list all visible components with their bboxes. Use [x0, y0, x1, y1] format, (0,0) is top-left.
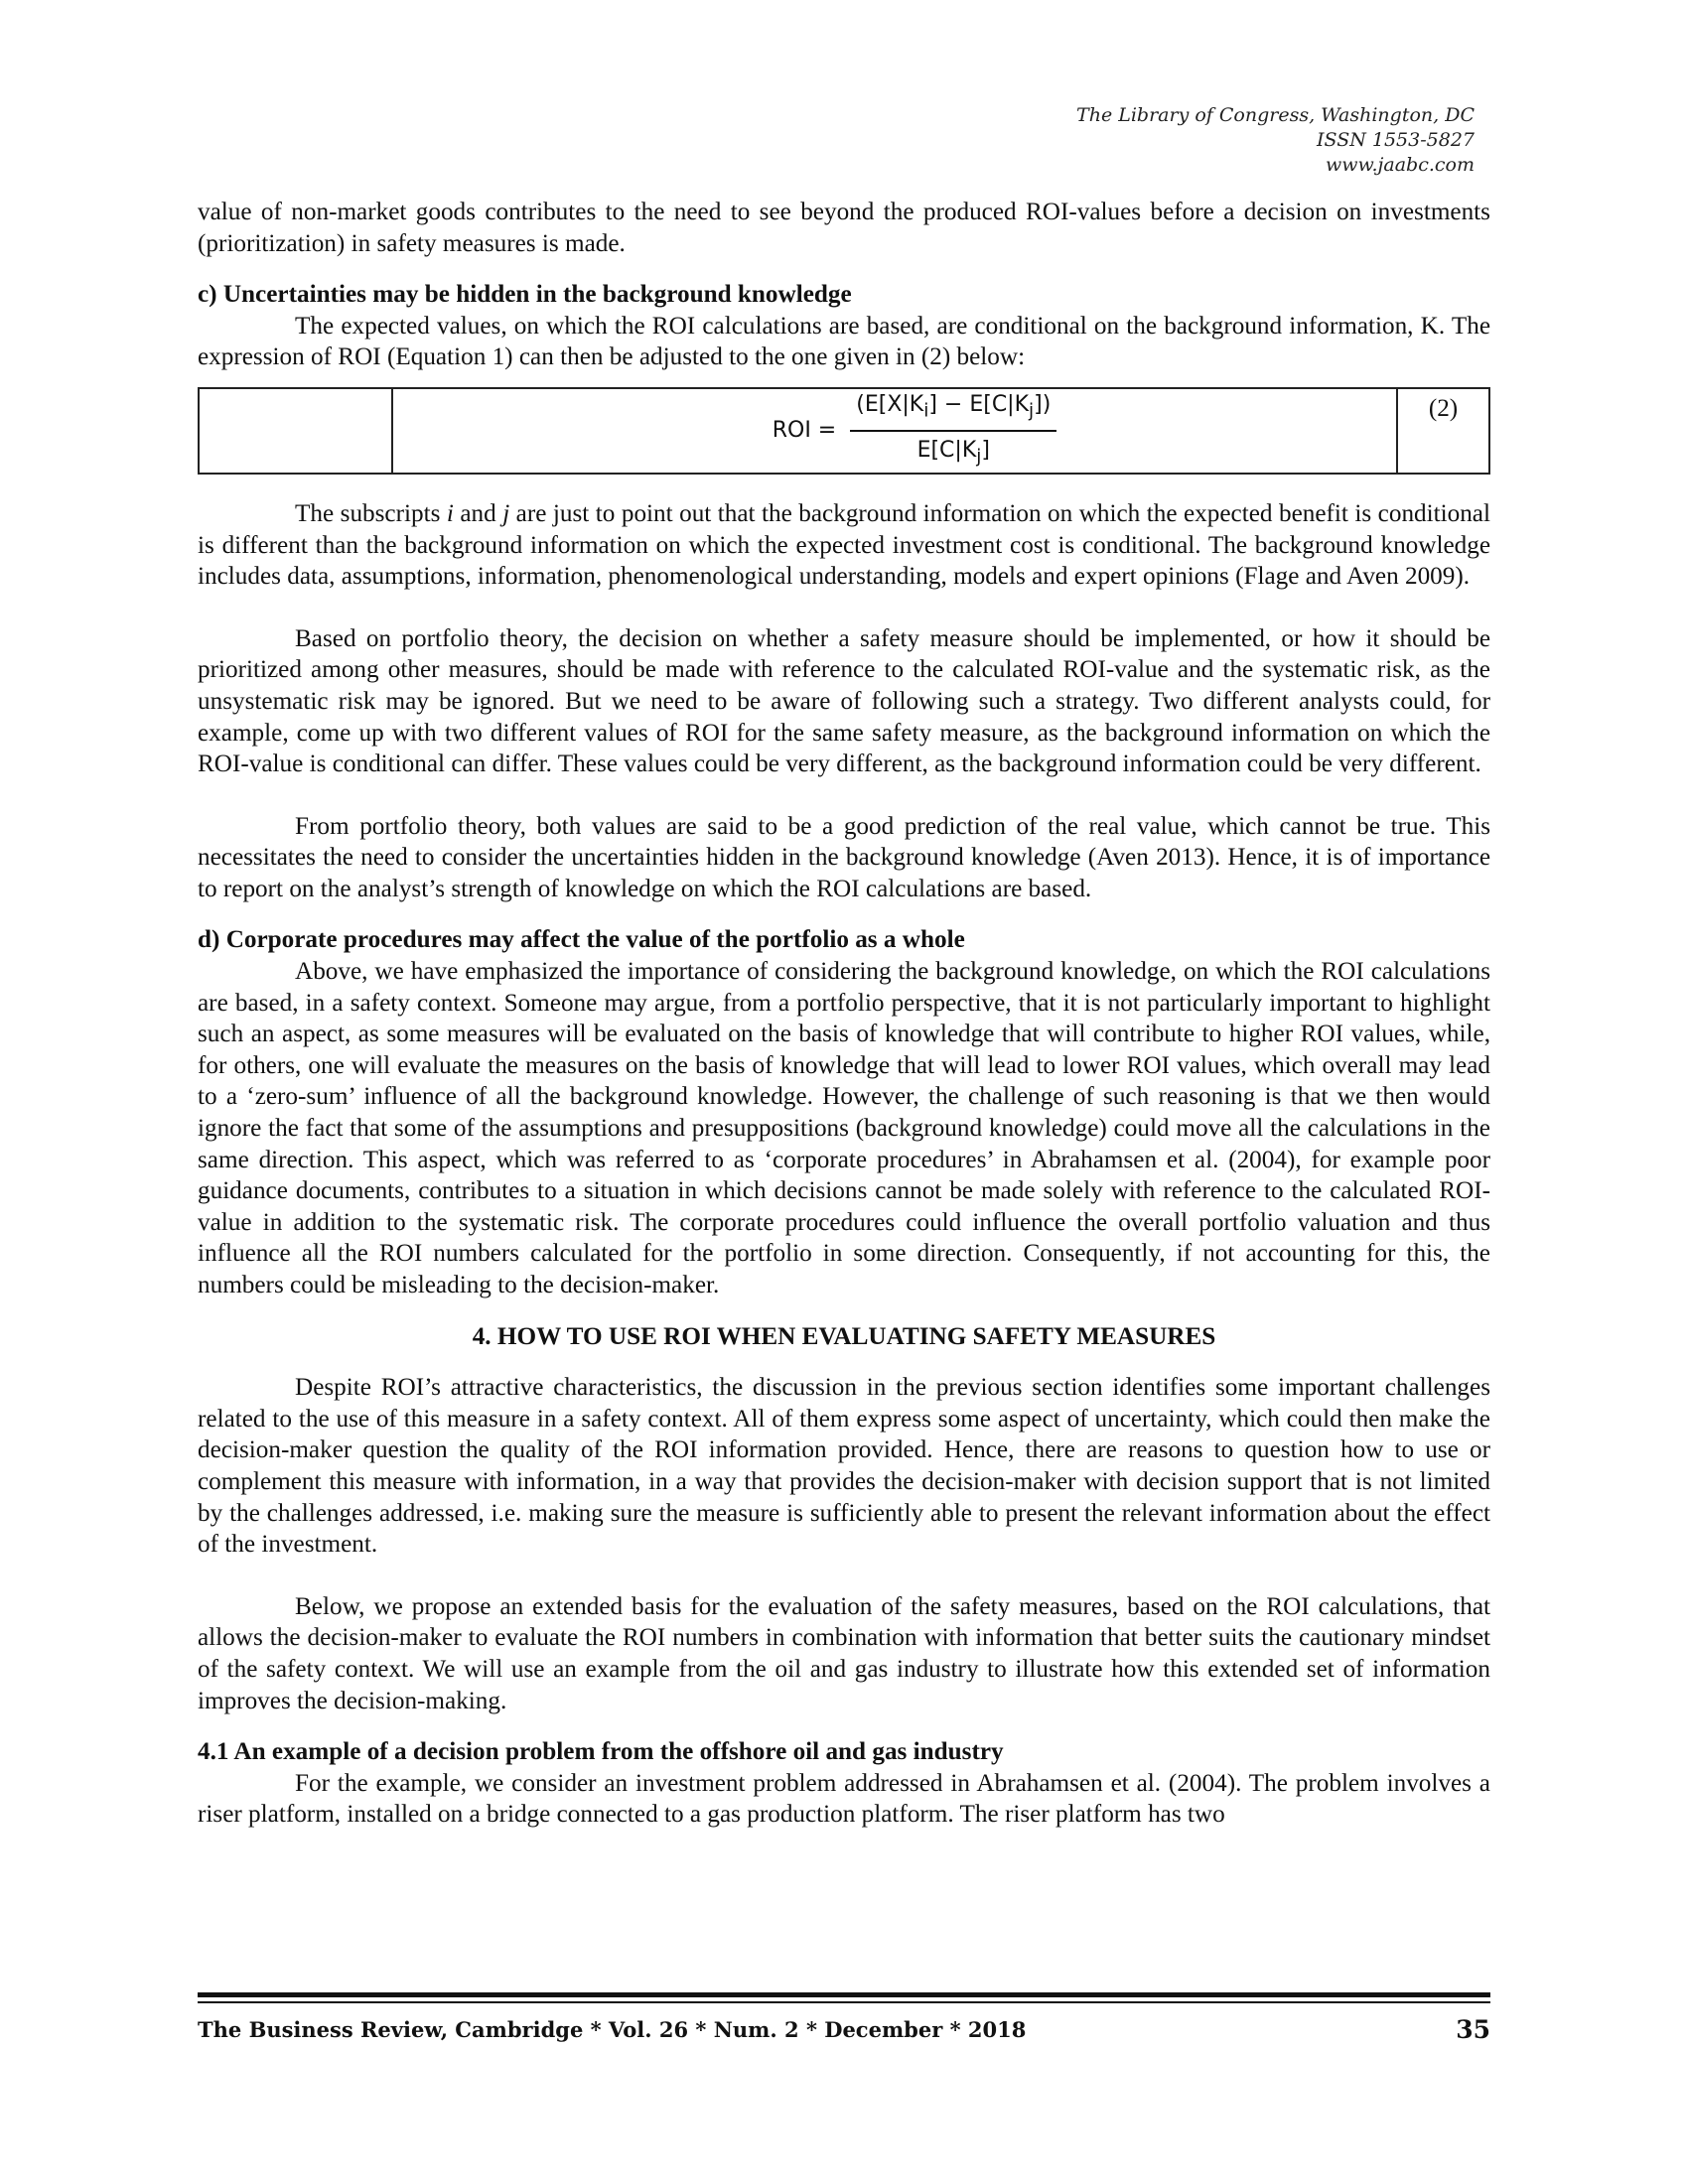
- header-library: The Library of Congress, Washington, DC: [1076, 104, 1475, 126]
- header-issn: ISSN 1553-5827: [1317, 129, 1475, 151]
- formula-denominator: [912, 432, 996, 473]
- text-run: are just to point out that the background information on which the expected benefit is conditional is different than the background information on which the expected investment cost is conditional. The background knowledge includes data, assumptions, information, phenomenological understanding, models and expert opinions (Flage and Aven 2009).: [198, 499, 1490, 591]
- numerator-part: ]): [1034, 391, 1052, 417]
- numerator-part: ] − E[C|K: [928, 391, 1030, 417]
- numerator-part: (E[X|K: [856, 391, 924, 417]
- paragraph: Above, we have emphasized the importance of considering the background knowledge, on which the ROI calculations are based, in a safety context. Someone may argue, from a portfolio perspective, that it is not particularly important to highlight such an aspect, as some measures will be evaluated on the basis of knowledge that will contribute to higher ROI values, while, for others, one will evaluate the measures on the basis of knowledge that will lead to lower ROI values, which overall may lead to a ‘zero-sum’ influence of all the background knowledge. However, the challenge of such reasoning is that we then would ignore the fact that some of the assumptions and presuppositions (background knowledge) could move all the calculations in the same direction. This aspect, which was referred to as ‘corporate procedures’ in Abrahamsen et al. (2004), for example poor guidance documents, contributes to a situation in which decisions cannot be made solely with reference to the calculated ROI-value in addition to the systematic risk. The corporate procedures could influence the overall portfolio valuation and thus influence all the ROI numbers calculated for the portfolio in some direction. Consequently, if not accounting for this, the numbers could be misleading to the decision-maker.: [198, 958, 1490, 1298]
- paragraph: [198, 498, 1490, 593]
- italic-i: i: [446, 499, 454, 527]
- page-number: 35: [1456, 2015, 1490, 2044]
- paragraph: The expected values, on which the ROI calculations are based, are conditional on the background information, K. The expression of ROI (Equation 1) can then be adjusted to the one given in (2) below:: [198, 312, 1490, 371]
- section-heading-4-1: 4.1 An example of a decision problem from the offshore oil and gas industry: [198, 1738, 1004, 1766]
- paragraph: From portfolio theory, both values are said to be a good prediction of the real value, which cannot be true. This necessitates the need to consider the uncertainties hidden in the background knowledge (Aven 2013). Hence, it is of importance to report on the analyst’s strength of knowledge on which the ROI calculations are based.: [198, 812, 1490, 902]
- equation-empty-cell: [199, 388, 392, 474]
- text-run: The subscripts: [295, 499, 447, 527]
- equation-table: [198, 387, 1490, 475]
- header-website: www.jaabc.com: [1325, 154, 1475, 176]
- footer-journal: The Business Review, Cambridge * Vol. 26 * Num. 2 * December * 2018: [198, 2017, 1027, 2042]
- section-heading-c: c) Uncertainties may be hidden in the background knowledge: [198, 281, 852, 309]
- formula-fraction: [850, 389, 1056, 473]
- section-heading-4: 4. HOW TO USE ROI WHEN EVALUATING SAFETY MEASURES: [472, 1322, 1216, 1350]
- running-footer: [198, 2015, 1490, 2045]
- text-run: and: [453, 499, 503, 527]
- paragraph: Based on portfolio theory, the decision on whether a safety measure should be implemented, or how it should be prioritized among other measures, should be made with reference to the calculated ROI-value and the systematic risk, as the unsystematic risk may be ignored. But we need to be aware of following such a strategy. Two different analysts could, for example, come up with two different values of ROI for the same safety measure, as the background information on which the ROI-value is conditional can differ. These values could be very different, as the background information could be very different.: [198, 624, 1490, 778]
- formula-numerator: [850, 389, 1056, 432]
- paragraph: Below, we propose an extended basis for the evaluation of the safety measures, based on the ROI calculations, that allows the decision-maker to evaluate the ROI numbers in combination with information that better suits the cautionary mindset of the safety context. We will use an example from the oil and gas industry to illustrate how this extended set of information improves the decision-making.: [198, 1592, 1490, 1714]
- paragraph: For the example, we consider an investment problem addressed in Abrahamsen et al. (2004). The problem involves a riser platform, installed on a bridge connected to a gas production platform. The riser platform has two: [198, 1769, 1490, 1829]
- article-body: [198, 197, 1490, 1831]
- footer-rule-thick: [198, 1992, 1490, 1997]
- footer-rule-thin: [198, 2001, 1490, 2003]
- italic-j: j: [502, 499, 510, 527]
- roi-formula: [393, 389, 1396, 473]
- formula-lhs: ROI =: [772, 418, 837, 444]
- section-heading-d: d) Corporate procedures may affect the value of the portfolio as a whole: [198, 926, 965, 954]
- subscript-j: j: [1029, 400, 1035, 422]
- running-header: [1076, 103, 1475, 178]
- subscript-i: i: [923, 400, 929, 422]
- subscript-j: j: [976, 446, 982, 468]
- denominator-part: E[C|K: [916, 437, 977, 463]
- equation-number: (2): [1397, 388, 1489, 474]
- denominator-part: ]: [981, 437, 990, 463]
- paragraph: value of non-market goods contributes to the need to see beyond the produced ROI-values before a decision on investments (prioritization) in safety measures is made.: [198, 199, 1490, 257]
- equation-cell: [392, 388, 1397, 474]
- paragraph: Despite ROI’s attractive characteristics, the discussion in the previous section identifies some important challenges related to the use of this measure in a safety context. All of them express some aspect of uncertainty, which could then make the decision-maker question the quality of the ROI information provided. Hence, there are reasons to question how to use or complement this measure with information, in a way that provides the decision-maker with decision support that is not limited by the challenges addressed, i.e. making sure the measure is sufficiently able to present the relevant information about the effect of the investment.: [198, 1374, 1490, 1559]
